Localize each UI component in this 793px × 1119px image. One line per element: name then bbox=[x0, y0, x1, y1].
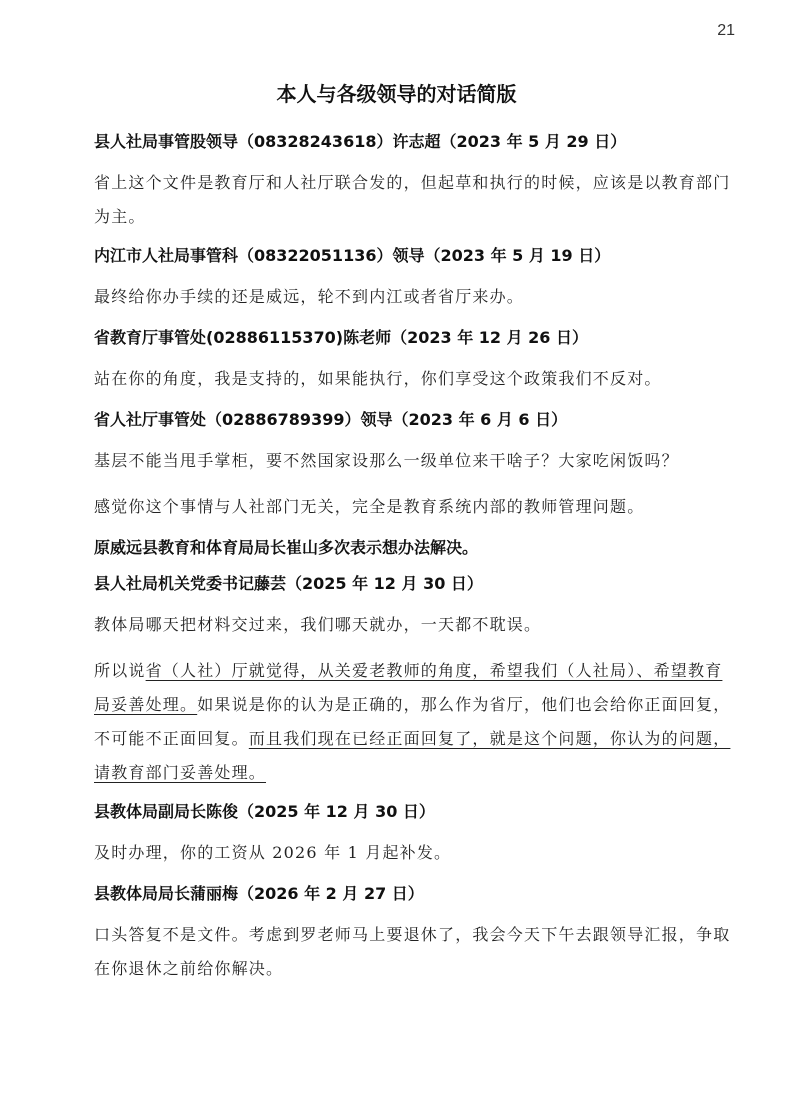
quote-paragraph: 省上这个文件是教育厅和人社厅联合发的，但起草和执行的时候，应该是以教育部门为主。 bbox=[94, 173, 731, 226]
section-neijiang-hr bbox=[94, 244, 734, 314]
quote-paragraph: 最终给你办手续的还是威远，轮不到内江或者省厅来办。 bbox=[94, 287, 525, 306]
section-heading: 省人社厅事管处（02886789399）领导（2023 年 6 月 6 日） bbox=[94, 410, 568, 429]
document-body bbox=[94, 130, 734, 996]
quote-paragraph: 教体局哪天把材料交过来，我们哪天就办，一天都不耽误。 bbox=[94, 615, 542, 634]
section-heading: 内江市人社局事管科（08322051136）领导（2023 年 5 月 19 日） bbox=[94, 246, 611, 265]
section-chen-jun bbox=[94, 800, 734, 870]
section-heading: 县人社局机关党委书记藤芸（2025 年 12 月 30 日） bbox=[94, 574, 483, 593]
quote-paragraph: 口头答复不是文件。考虑到罗老师马上要退休了，我会今天下午去跟领导汇报，争取在你退休之前给你解决。 bbox=[94, 925, 731, 978]
quote-paragraph: 感觉你这个事情与人社部门无关，完全是教育系统内部的教师管理问题。 bbox=[94, 497, 645, 516]
quote-paragraph: 基层不能当甩手掌柜，要不然国家设那么一级单位来干啥子？大家吃闲饭吗？ bbox=[94, 451, 679, 470]
underlined-segment: 而且我们现在已经正面回复了，就是这个问题，你认为的问题，请教育部门妥善处理。 bbox=[94, 729, 731, 782]
section-heading: 原威远县教育和体育局局长崔山多次表示想办法解决。 bbox=[94, 538, 479, 557]
quote-paragraph: 及时办理，你的工资从 2026 年 1 月起补发。 bbox=[94, 843, 452, 862]
text-segment: 如果说是你的认为是正确的，那么作为省厅，他们也会给你正面回复，不可能不正面回复。 bbox=[94, 695, 731, 748]
quote-paragraph-underlined bbox=[94, 654, 734, 790]
section-heading: 县人社局事管股领导（08328243618）许志超（2023 年 5 月 29 日） bbox=[94, 132, 627, 151]
underlined-segment: 省（人社）厅就觉得，从关爱老教师的角度，希望我们（人社局）、希望教育局妥善处理。 bbox=[94, 661, 723, 714]
section-cui-shan bbox=[94, 536, 734, 560]
section-heading: 县教体局局长蒲丽梅（2026 年 2 月 27 日） bbox=[94, 884, 424, 903]
section-heading: 省教育厅事管处(02886115370)陈老师（2023 年 12 月 26 日） bbox=[94, 328, 589, 347]
section-pu-limei bbox=[94, 882, 734, 986]
section-provincial-education bbox=[94, 326, 734, 396]
text-segment: 所以说 bbox=[94, 661, 146, 680]
section-xu-zhichao bbox=[94, 130, 734, 234]
document-title: 本人与各级领导的对话简版 bbox=[276, 82, 517, 106]
section-heading: 县教体局副局长陈俊（2025 年 12 月 30 日） bbox=[94, 802, 435, 821]
page-number: 21 bbox=[717, 22, 735, 39]
quote-paragraph: 站在你的角度，我是支持的，如果能执行，你们享受这个政策我们不反对。 bbox=[94, 369, 662, 388]
section-provincial-hr bbox=[94, 408, 734, 524]
section-teng-yun bbox=[94, 572, 734, 790]
